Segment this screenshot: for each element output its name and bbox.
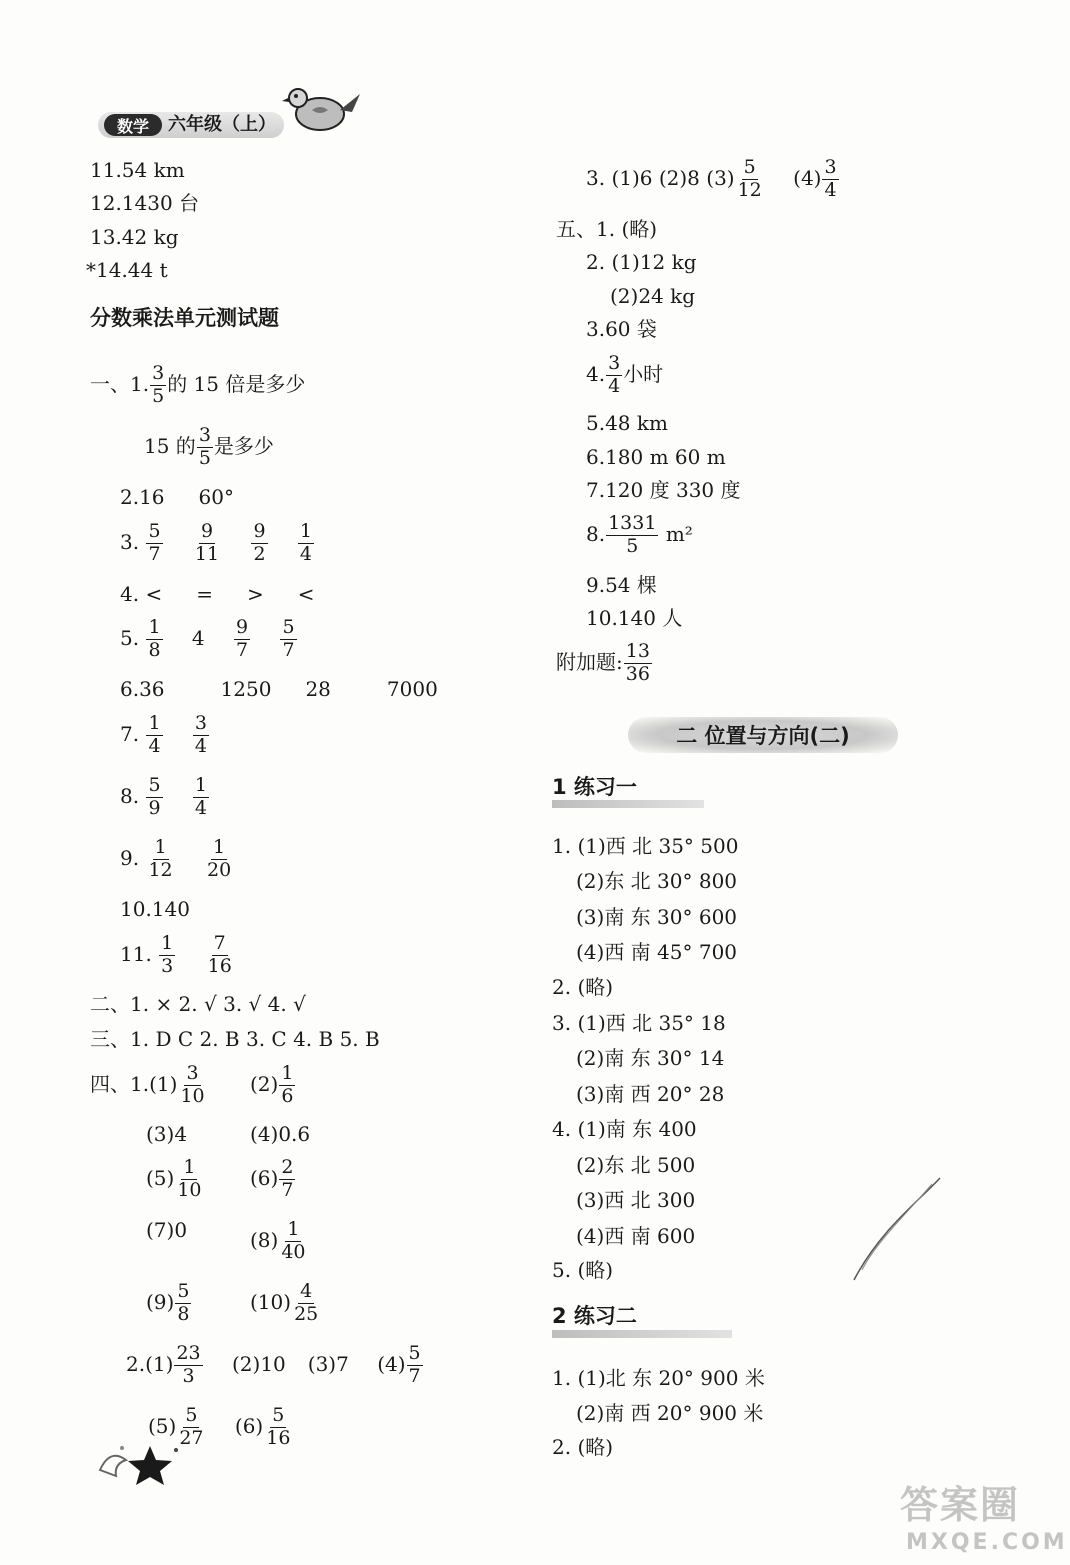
extra-question: 附加题: $\frac{13}{36}$ [556, 640, 650, 685]
r5-q5: 5.48 km [586, 411, 668, 435]
ex1-row: 3. (1)西 北 35° 18 [552, 1011, 726, 1035]
q1b: 15 的 $\frac{3}{5}$ 是多少 [144, 424, 274, 469]
q9: 9. $\frac{1}{12}$ $\frac{1}{20}$ [120, 836, 232, 881]
q10: 10.140 [120, 897, 190, 921]
q6: 6.36 1250 28 7000 [120, 677, 438, 701]
star-decoration-icon [92, 1440, 182, 1486]
s4-q2-row2: (5) $\frac{5}{27}$ (6) $\frac{5}{16}$ [148, 1404, 291, 1449]
s4-row4b: (8) $\frac{1}{40}$ [250, 1218, 306, 1263]
prev-answer-14: *14.44 t [86, 258, 168, 282]
q1a: 一、1. $\frac{3}{5}$ 的 15 倍是多少 [90, 362, 306, 407]
ex1-row: (2)东 北 500 [576, 1153, 696, 1177]
ex1-row: 1. (1)西 北 35° 500 [552, 834, 739, 858]
exercise1-underline [552, 800, 704, 808]
watermark-url: MXQE.COM [906, 1530, 1068, 1555]
chapter-heading [628, 717, 898, 753]
s4-row3a: (5) $\frac{1}{10}$ [146, 1156, 202, 1201]
r5-q7: 7.120 度 330 度 [586, 478, 741, 502]
prev-answer-12: 12.1430 台 [90, 191, 200, 215]
q5: 5. $\frac{1}{8}$ 4 $\frac{9}{7}$ $\frac{5}{7}$ [120, 616, 295, 661]
q3: 3. $\frac{5}{7}$ $\frac{9}{11}$ $\frac{9}{2}$ $\frac{1}{4}$ [120, 520, 312, 565]
q8: 8. $\frac{5}{9}$ $\frac{1}{4}$ [120, 774, 207, 819]
ex2-row: (2)南 西 20° 900 米 [576, 1401, 764, 1425]
ex1-row: (3)西 北 300 [576, 1188, 696, 1212]
r5-q10: 10.140 人 [586, 606, 683, 630]
exercise2-title: 2 练习二 [552, 1304, 637, 1328]
section-2: 二、1. × 2. √ 3. √ 4. √ [90, 992, 306, 1016]
ex1-row: (2)南 东 30° 14 [576, 1046, 725, 1070]
prev-answer-11: 11.54 km [90, 158, 185, 182]
ex1-row: (4)西 南 45° 700 [576, 940, 738, 964]
s4-q2-row1: 2.(1) $\frac{23}{3}$ (2)10 (3)7 (4) $\frac{5}{7}$ [126, 1342, 421, 1387]
r5-q2b: (2)24 kg [610, 284, 696, 308]
section-3: 三、1. D C 2. B 3. C 4. B 5. B [90, 1027, 380, 1051]
grade-label: 六年级（上） [168, 114, 276, 135]
prev-answer-13: 13.42 kg [90, 225, 179, 249]
r5-q3: 3.60 袋 [586, 317, 657, 341]
s4-row5a: (9) $\frac{5}{8}$ [146, 1280, 190, 1325]
ex1-row: 2. (略) [552, 975, 614, 999]
s4-row4a: (7)0 [146, 1218, 188, 1242]
exercise2-underline [552, 1330, 732, 1338]
s4-row1b: (2) $\frac{1}{6}$ [250, 1062, 294, 1107]
ex2-row: 2. (略) [552, 1435, 614, 1459]
s4-row3b: (6) $\frac{2}{7}$ [250, 1156, 294, 1201]
s4-row2b: (4)0.6 [250, 1122, 311, 1146]
q4: 4. < = > < [120, 582, 315, 606]
s4-row2a: (3)4 [146, 1122, 188, 1146]
r5-q6: 6.180 m 60 m [586, 445, 726, 469]
r5-q2a: 2. (1)12 kg [586, 250, 697, 274]
r5-q9: 9.54 棵 [586, 573, 657, 597]
subject-badge: 数学 [104, 114, 162, 136]
q7: 7. $\frac{1}{4}$ $\frac{3}{4}$ [120, 712, 207, 757]
exercise1-title: 1 练习一 [552, 775, 637, 799]
r5-q1: 五、1. (略) [556, 217, 658, 241]
bird-icon [282, 80, 362, 136]
s4-row1: 四、1.(1) $\frac{3}{10}$ [90, 1062, 205, 1107]
s4-row5b: (10) $\frac{4}{25}$ [250, 1280, 319, 1325]
q11: 11. $\frac{1}{3}$ $\frac{7}{16}$ [120, 932, 232, 977]
ex1-row: 5. (略) [552, 1258, 614, 1282]
ex1-row: (3)南 西 20° 28 [576, 1082, 725, 1106]
chapter-title: 二 位置与方向(二) [676, 724, 850, 748]
test-title: 分数乘法单元测试题 [90, 306, 279, 330]
r5-q8: 8. $\frac{1331}{5}$ m² [586, 512, 693, 557]
ex2-row: 1. (1)北 东 20° 900 米 [552, 1366, 765, 1390]
ex1-row: (4)西 南 600 [576, 1224, 696, 1248]
ex1-row: (3)南 东 30° 600 [576, 905, 738, 929]
pen-stroke-decoration [840, 1170, 950, 1290]
r-q3: 3. (1)6 (2)8 (3) $\frac{5}{12}$ (4) $\frac{3}{4}$ [586, 156, 837, 201]
ex1-row: 4. (1)南 东 400 [552, 1117, 697, 1141]
q2: 2.16 60° [120, 485, 234, 509]
r5-q4: 4. $\frac{3}{4}$ 小时 [586, 352, 664, 397]
watermark-logo: 答案圈 [900, 1483, 1021, 1527]
ex1-row: (2)东 北 30° 800 [576, 869, 738, 893]
